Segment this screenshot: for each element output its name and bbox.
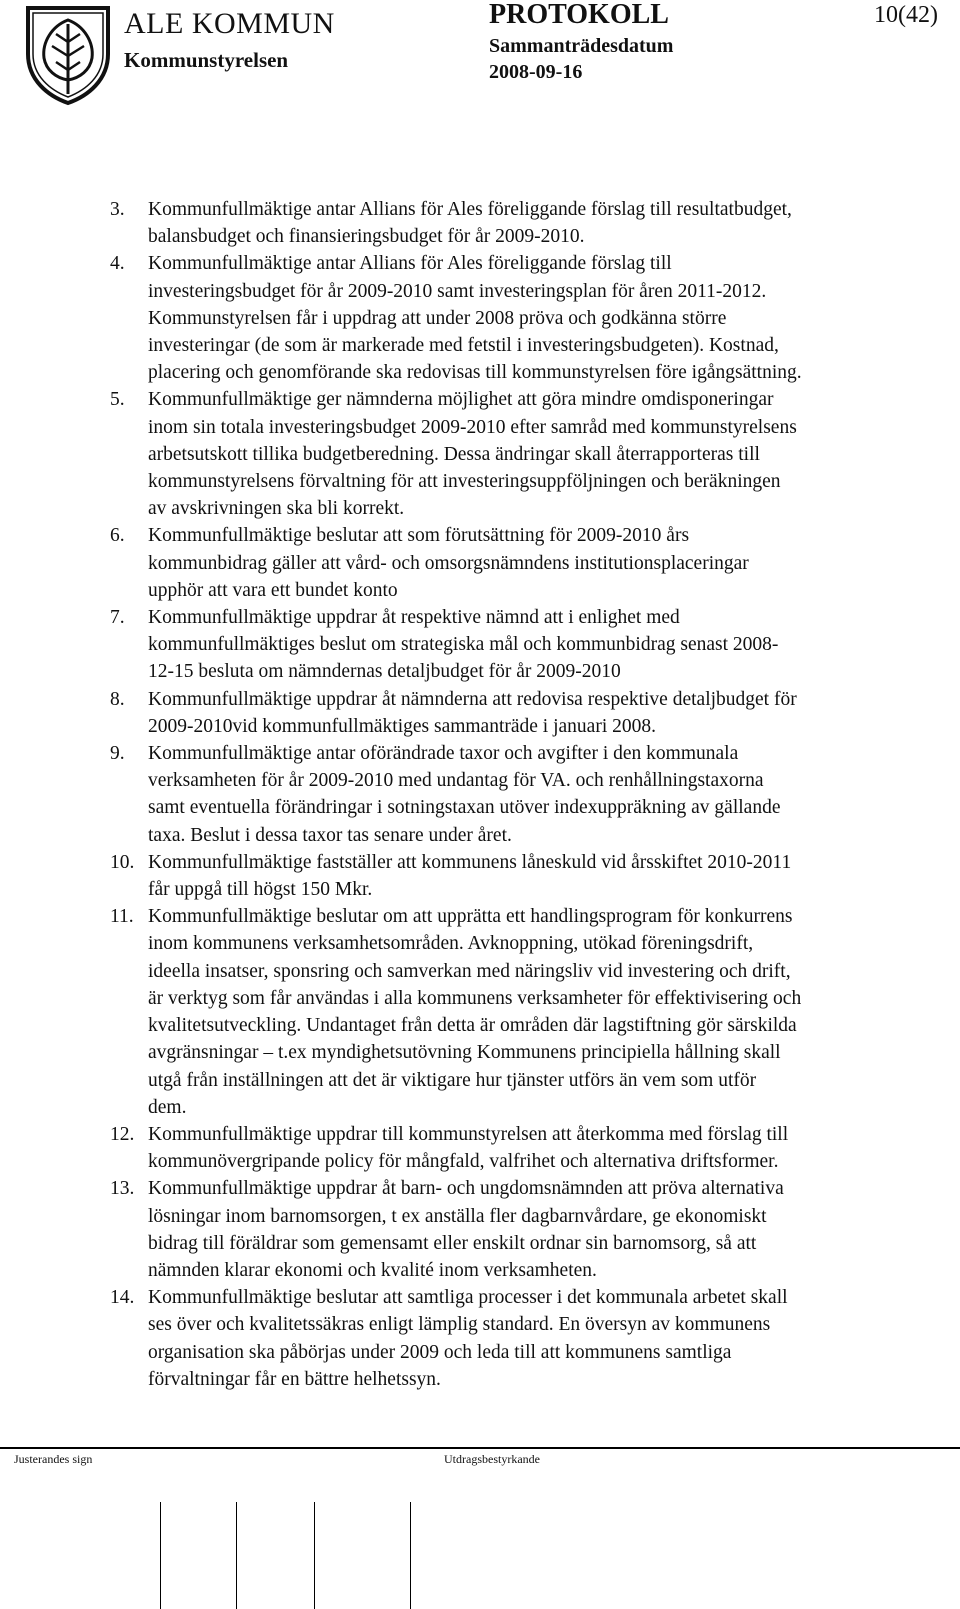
decision-item-number: 8. [110,688,125,710]
decision-item-text [148,1284,940,1393]
decision-item-line: inom sin totala investeringsbudget 2009-2010 efter samråd med kommunstyrelsens [148,416,797,438]
decision-item-number: 3. [110,199,125,220]
decision-item-line: Kommunfullmäktige fastställer att kommunens låneskuld vid årsskiftet 2010-2011 [148,851,792,873]
decision-item-line: Kommunfullmäktige uppdrar åt respektive nämnd att i enlighet med [148,607,680,629]
decision-item-line: lösningar inom barnomsorgen, t ex anställa fler dagbarnvårdare, ge ekonomiskt [148,1205,767,1227]
decision-item-line: kommunbidrag gäller att vård- och omsorgsnämndens institutionsplaceringar [148,552,749,574]
decision-item-line: ideella insatser, sponsring och samverkan med näringsliv vid investering och drift, [148,960,791,982]
decision-item-text [148,903,940,1121]
decision-item-line: taxa. Beslut i dessa taxor tas senare under året. [148,824,512,846]
decision-item-line: inom kommunens verksamhetsområden. Avknoppning, utökad föreningsdrift, [148,933,754,955]
decision-item-line: 12-15 besluta om nämndernas detaljbudget för år 2009-2010 [148,661,621,683]
decision-item-text [148,386,940,522]
decision-item-number: 14. [110,1287,135,1309]
decision-item-text [148,740,940,849]
decision-item-number: 11. [110,906,134,928]
footer-certification-label: Utdragsbestyrkande [444,1452,540,1466]
decision-item-text [148,196,940,250]
decision-item-line: investeringar (de som är markerade med fetstil i investeringsbudgeten). Kostnad, [148,335,779,357]
decision-item-number: 13. [110,1178,135,1200]
decision-item-line: verksamheten för år 2009-2010 med undantag för VA. och renhållningstaxorna [148,770,764,792]
decision-item-text [148,250,940,386]
decision-item [110,903,940,1121]
decision-item-line: placering och genomförande ska redovisas till kommunstyrelsen före igångsättning. [148,362,802,384]
decision-item-line: 2009-2010vid kommunfullmäktiges sammanträde i januari 2008. [148,715,656,737]
signature-box-divider [160,1502,161,1609]
decision-item-line: Kommunfullmäktige beslutar att samtliga processer i det kommunala arbetet skall [148,1287,788,1309]
decision-item [110,1121,940,1175]
decision-item-line: bidrag till föräldrar som gemensamt eller enskilt ordnar sin barnomsorg, så att [148,1232,757,1254]
decision-item-text [148,1175,940,1284]
decision-item-line: Kommunfullmäktige beslutar att som förutsättning för 2009-2010 års [148,525,690,547]
page-number: 10(42) [874,2,938,28]
decision-item-line: utgå från inställningen att det är viktigare hur tjänster utförs än vem som utför [148,1069,757,1091]
decision-item-number: 6. [110,525,125,547]
decision-item-number: 9. [110,743,125,765]
municipal-tree-shield-icon [22,2,114,106]
decision-item [110,386,940,522]
decision-item-line: är verktyg som får användas i alla kommunens verksamheter för effektivisering och [148,987,802,1009]
decision-item-line: Kommunfullmäktige ger nämnderna möjlighet att göra mindre omdisponeringar [148,389,774,411]
decision-item-line: kvalitetsutveckling. Undantaget från detta är områden där lagstiftning gör särskilda [148,1015,797,1037]
decision-item-number: 5. [110,389,125,411]
decision-item [110,250,940,386]
decision-item-text [148,522,940,604]
decision-item-line: avgränsningar – t.ex myndighetsutövning Kommunens principiella hållning skall [148,1042,781,1064]
decision-item-line: får uppgå till högst 150 Mkr. [148,879,373,901]
decision-list [110,196,940,1393]
decision-item-line: Kommunfullmäktige uppdrar åt nämnderna att redovisa respektive detaljbudget för [148,688,797,710]
decision-item-line: Kommunfullmäktige antar oförändrade taxor och avgifter i den kommunala [148,743,739,765]
signature-box-divider [236,1502,237,1609]
decision-item-line: balansbudget och finansieringsbudget för år 2009-2010. [148,226,585,248]
document-type: PROTOKOLL [489,0,669,30]
decision-item-line: dem. [148,1096,187,1118]
decision-item-line: Kommunstyrelsen får i uppdrag att under 2008 pröva och godkänna större [148,307,727,329]
decision-item-line: Kommunfullmäktige uppdrar till kommunstyrelsen att återkomma med förslag till [148,1123,789,1145]
decision-item-number: 10. [110,851,135,873]
decision-item-line: ses över och kvalitetssäkras enligt lämplig standard. En översyn av kommunens [148,1314,771,1336]
meeting-date-label: Sammanträdesdatum [489,35,674,57]
decision-item [110,1175,940,1284]
decision-item [110,196,940,250]
decision-item-line: Kommunfullmäktige antar Allians för Ales föreliggande förslag till [148,253,672,275]
decision-item-line: Kommunfullmäktige antar Allians för Ales föreliggande förslag till resultatbudget, [148,199,792,220]
decision-item-number: 4. [110,253,125,275]
decision-item-line: kommunövergripande policy för mångfald, valfrihet och alternativa driftsformer. [148,1151,779,1173]
organization-department: Kommunstyrelsen [124,48,289,72]
decision-item-line: kommunstyrelsens förvaltning för att investeringsuppföljningen och beräkningen [148,471,781,493]
decision-item-line: förvaltningar får en bättre helhetssyn. [148,1368,441,1390]
decision-item [110,686,940,740]
decision-item-number: 12. [110,1123,135,1145]
decision-item-line: av avskrivningen ska bli korrekt. [148,498,405,520]
decision-item-line: kommunfullmäktiges beslut om strategiska mål och kommunbidrag senast 2008- [148,634,779,656]
decision-item-number: 7. [110,607,125,629]
decision-item [110,604,940,686]
organization-name: ALE KOMMUN [124,7,335,40]
decision-item [110,522,940,604]
decision-item [110,1284,940,1393]
signature-box-divider [410,1502,411,1609]
decision-item-line: upphör att vara ett bundet konto [148,579,398,601]
decision-item-line: samt eventuella förändringar i sotningstaxan utöver indexuppräkning av gällande [148,797,781,819]
decision-item-line: nämnden klarar ekonomi och kvalité inom verksamheten. [148,1259,597,1281]
decision-item-text [148,849,940,903]
decision-item [110,849,940,903]
decision-item [110,740,940,849]
decision-item-line: Kommunfullmäktige uppdrar åt barn- och ungdomsnämnden att pröva alternativa [148,1178,784,1200]
decision-item-line: arbetsutskott tillika budgetberedning. Dessa ändringar skall återrapporteras till [148,443,760,465]
meeting-date-value: 2008-09-16 [489,61,583,83]
footer-signature-label: Justerandes sign [14,1452,93,1466]
decision-item-text [148,604,940,686]
footer-divider [0,1447,960,1449]
decision-item-line: Kommunfullmäktige beslutar om att upprätta ett handlingsprogram för konkurrens [148,906,793,928]
decision-item-text [148,686,940,740]
signature-box-divider [314,1502,315,1609]
decision-item-text [148,1121,940,1175]
decision-item-line: organisation ska påbörjas under 2009 och leda till att kommunens samtliga [148,1341,732,1363]
decision-item-line: investeringsbudget för år 2009-2010 samt investeringsplan för åren 2011-2012. [148,280,767,302]
